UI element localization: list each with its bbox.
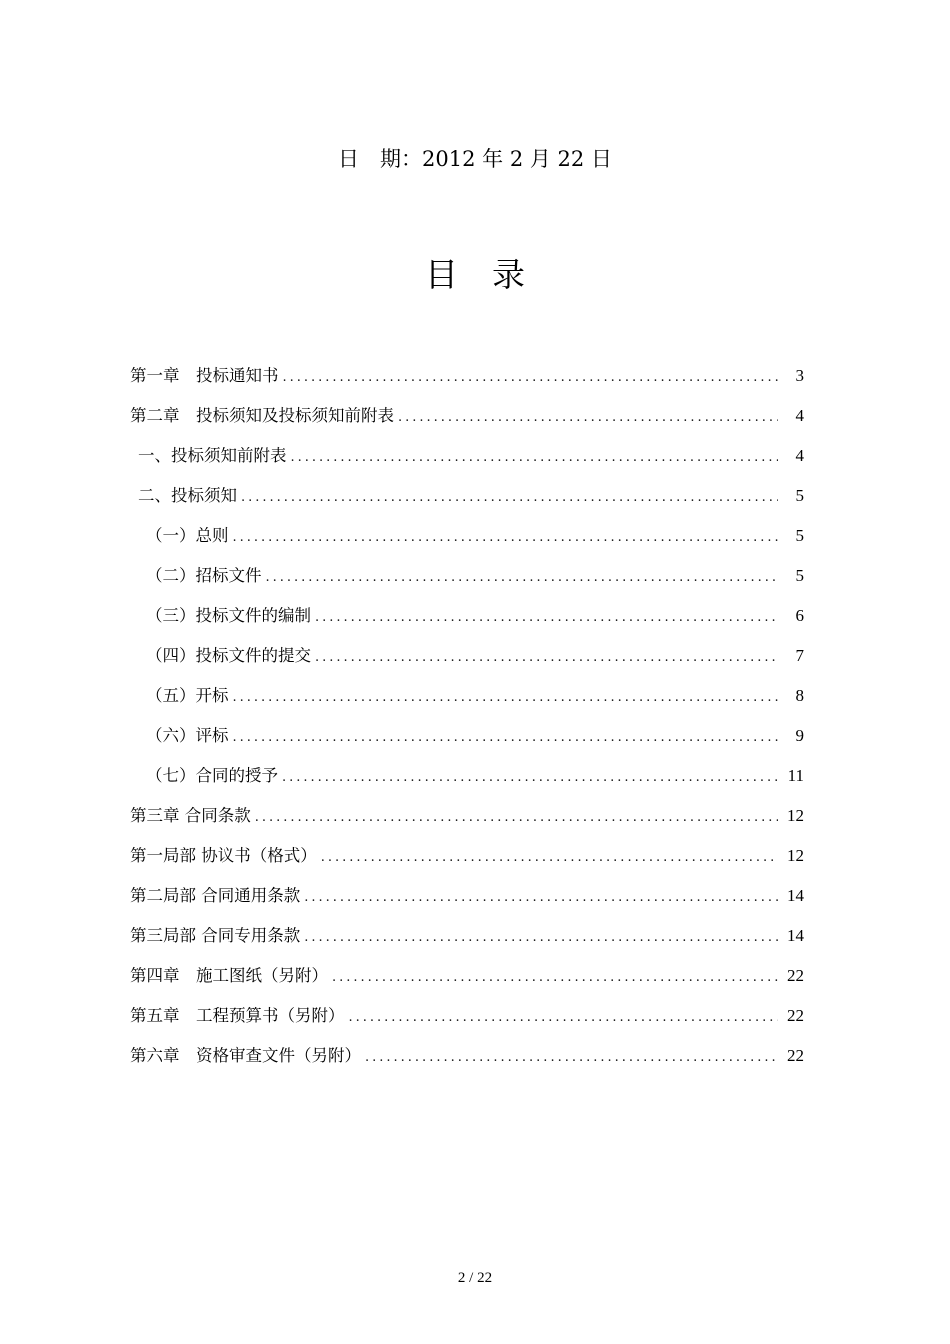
toc-entry-page: 4 (795, 406, 804, 425)
toc-entry-page: 4 (795, 446, 804, 465)
toc-entry-label: 一、投标须知前附表 (138, 446, 287, 465)
toc-entry-label: 第五章 工程预算书（另附） (130, 1006, 345, 1025)
toc-title-char-1: 目 (425, 255, 458, 294)
toc-entry-page: 12 (787, 806, 804, 825)
toc-entry-label: 第二局部 合同通用条款 (130, 886, 301, 905)
toc-dot-leader (291, 442, 779, 474)
toc-entry[interactable] (130, 640, 804, 680)
toc-entry[interactable] (130, 1040, 804, 1080)
toc-entry-page: 3 (795, 366, 804, 385)
toc-entry[interactable] (130, 800, 804, 840)
toc-entry-label: 第一章 投标通知书 (130, 366, 279, 385)
toc-entry[interactable] (130, 1000, 804, 1040)
toc-dot-leader (255, 802, 778, 834)
toc-entry[interactable] (130, 480, 804, 520)
toc-entry[interactable] (130, 360, 804, 400)
toc-entry-label: 第四章 施工图纸（另附） (130, 966, 328, 985)
toc-dot-leader (266, 562, 779, 594)
toc-entry-label: 第三章 合同条款 (130, 806, 251, 825)
toc-entry-page: 5 (795, 526, 804, 545)
toc-entry-page: 14 (787, 886, 804, 905)
toc-entry[interactable] (130, 520, 804, 560)
toc-entry-label: （一）总则 (146, 526, 229, 545)
toc-title (0, 252, 950, 298)
toc-dot-leader (304, 922, 778, 954)
toc-entry-page: 7 (795, 646, 804, 665)
toc-entry[interactable] (130, 680, 804, 720)
toc-entry-label: 第三局部 合同专用条款 (130, 926, 301, 945)
toc-dot-leader (315, 602, 778, 634)
toc-entry-page: 8 (795, 686, 804, 705)
page-number-footer: 2 / 22 (457, 1270, 493, 1286)
toc-entry[interactable] (130, 560, 804, 600)
toc-entry[interactable] (130, 440, 804, 480)
toc-entry-label: 第一局部 协议书（格式） (130, 846, 317, 865)
toc-entry-page: 11 (787, 766, 804, 785)
toc-dot-leader (241, 482, 778, 514)
toc-entry[interactable] (130, 600, 804, 640)
toc-dot-leader (332, 962, 778, 994)
toc-dot-leader (315, 642, 778, 674)
toc-dot-leader (233, 682, 779, 714)
toc-dot-leader (304, 882, 778, 914)
toc-entry-label: 第二章 投标须知及投标须知前附表 (130, 406, 394, 425)
toc-entry-page: 22 (787, 966, 804, 985)
toc-dot-leader (282, 762, 778, 794)
toc-dot-leader (365, 1042, 778, 1074)
toc-entry-label: 二、投标须知 (138, 486, 237, 505)
toc-entry-label: （七）合同的授予 (146, 766, 278, 785)
toc-entry[interactable] (130, 720, 804, 760)
toc-entry-page: 5 (795, 486, 804, 505)
toc-entry-page: 22 (787, 1046, 804, 1065)
toc-entry[interactable] (130, 960, 804, 1000)
toc-entry-label: （六）评标 (146, 726, 229, 745)
date-line: 日 期：2012 年 2 月 22 日 (338, 147, 612, 171)
toc-dot-leader (398, 402, 778, 434)
toc-entry[interactable] (130, 760, 804, 800)
toc-dot-leader (233, 722, 779, 754)
toc-entry[interactable] (130, 400, 804, 440)
toc-entry-label: （四）投标文件的提交 (146, 646, 311, 665)
toc-entry-label: （三）投标文件的编制 (146, 606, 311, 625)
toc-entry-page: 22 (787, 1006, 804, 1025)
toc-dot-leader (233, 522, 779, 554)
toc-entry-label: （五）开标 (146, 686, 229, 705)
toc-entry-page: 6 (795, 606, 804, 625)
toc-entry[interactable] (130, 880, 804, 920)
toc-dot-leader (321, 842, 778, 874)
toc-entry-page: 12 (787, 846, 804, 865)
toc-dot-leader (349, 1002, 779, 1034)
toc-entry-label: （二）招标文件 (146, 566, 262, 585)
toc-entry-page: 5 (795, 566, 804, 585)
toc-entry-label: 第六章 资格审查文件（另附） (130, 1046, 361, 1065)
toc-list (130, 360, 804, 1080)
toc-entry[interactable] (130, 840, 804, 880)
toc-entry-page: 9 (795, 726, 804, 745)
toc-entry[interactable] (130, 920, 804, 960)
toc-entry-page: 14 (787, 926, 804, 945)
toc-title-char-2: 录 (492, 255, 525, 294)
toc-dot-leader (283, 362, 779, 394)
